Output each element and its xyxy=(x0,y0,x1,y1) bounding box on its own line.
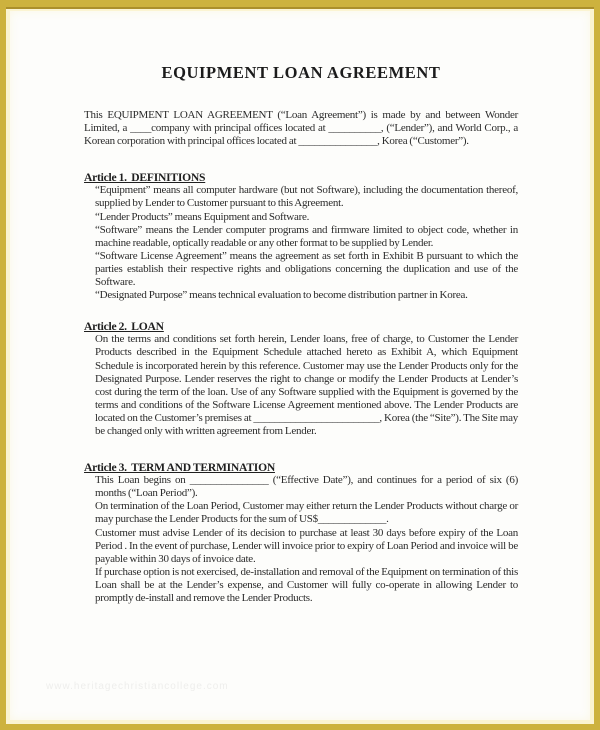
article-2-body xyxy=(95,333,518,438)
article-1-definitions xyxy=(84,171,518,302)
term-termination-options-paragraph: On termination of the Loan Period, Customer may either return the Lender Products without charge or may purchase the Lender Products for the sum of US$_____________. xyxy=(95,500,518,526)
term-purchase-notice-paragraph: Customer must advise Lender of its decision to purchase at least 30 days before expiry of the Loan Period . In the event of purchase, Lender will invoice prior to expiry of Loan Period and invoice will be payable within 30 days of invoice date. xyxy=(95,526,518,565)
intro-paragraph: This EQUIPMENT LOAN AGREEMENT (“Loan Agreement”) is made by and between Wonder Limited, a ____company with principal offices located at __________, (“Lender”), and World Corp., a Korean corporation with principal offices located at _______________, Korea (“Customer”). xyxy=(84,109,518,148)
article-2-heading: Article 2. LOAN xyxy=(84,320,164,334)
document-title: EQUIPMENT LOAN AGREEMENT xyxy=(161,63,441,82)
frame-top-edge xyxy=(6,7,594,9)
term-effective-date-paragraph: This Loan begins on _______________ (“Effective Date”), and continues for a period of six (6) months (“Loan Period”). xyxy=(95,474,518,500)
article-1-body xyxy=(95,184,518,302)
watermark-text: www.heritagechristiancollege.com xyxy=(46,681,229,692)
definition-equipment: “Equipment” means all computer hardware (but not Software), including the documentation thereof, supplied by Lender to Customer pursuant to this Agreement. xyxy=(95,184,518,210)
document-content xyxy=(84,63,518,605)
article-3-body xyxy=(95,474,518,605)
definition-software-license-agreement: “Software License Agreement” means the agreement as set forth in Exhibit B pursuant to which the parties establish their respective rights and obligations concerning the duplication and use of the Software. xyxy=(95,249,518,289)
term-deinstallation-paragraph: If purchase option is not exercised, de-installation and removal of the Equipment on termination of this Loan shall be at the Lender’s expense, and Customer will fully co-operate in allowing Lender to promptly de-install and remove the Lender Products. xyxy=(95,565,518,604)
definition-software: “Software” means the Lender computer programs and firmware limited to object code, whether in machine readable, optically readable or any other format to be supplied by Lender. xyxy=(95,223,518,249)
article-3-term-and-termination xyxy=(84,461,518,605)
article-1-heading: Article 1. DEFINITIONS xyxy=(84,171,206,185)
loan-terms-paragraph: On the terms and conditions set forth herein, Lender loans, free of charge, to Customer the Lender Products described in the Equipment Schedule attached hereto as Exhibit A, which Equipment Schedule is incorporated herein by this reference. Customer may use the Lender Products only for the Designated Purpose. Lender reserves the right to change or modify the Lender Products at Lender’s cost during the term of the loan. Use of any Software supplied with the Equipment is governed by the terms and conditions of the Software License Agreement mentioned above. The Lender Products are located on the Customer’s premises at ________________________, Korea (the “Site”). The Site may be changed only with written agreement from Lender. xyxy=(95,333,518,437)
definition-lender-products: “Lender Products” means Equipment and Software. xyxy=(95,210,310,223)
article-2-loan xyxy=(84,320,518,438)
article-3-heading: Article 3. TERM AND TERMINATION xyxy=(84,461,275,475)
definition-designated-purpose: “Designated Purpose” means technical evaluation to become distribution partner in Korea. xyxy=(95,289,468,302)
